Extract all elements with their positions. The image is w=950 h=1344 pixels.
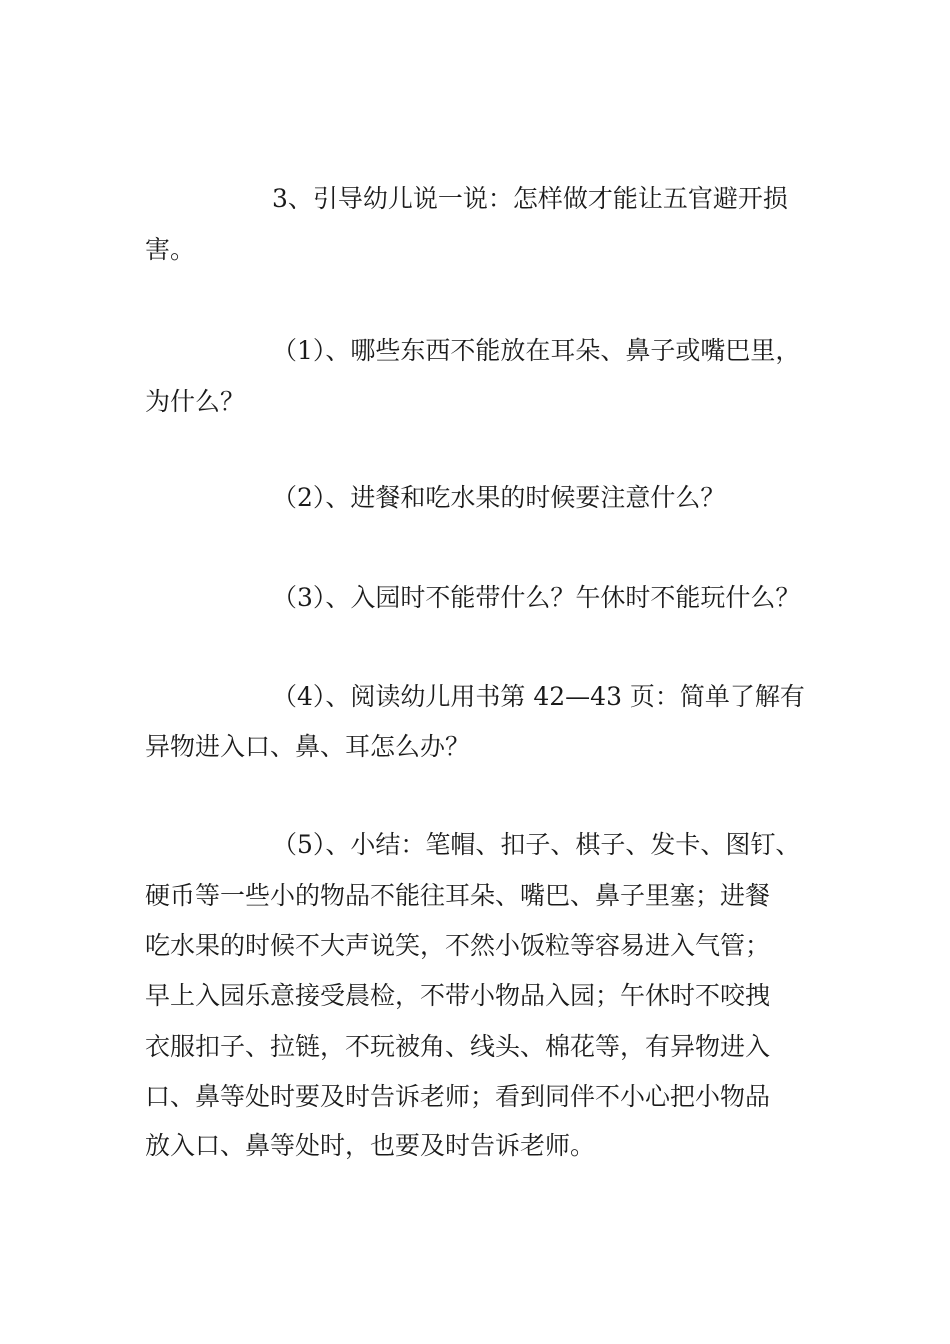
paragraph-1-line-2: 害。 [145,235,196,264]
paragraph-4-line-1: （3）、入园时不能带什么？午休时不能玩什么？ [272,583,801,612]
paragraph-1-line-1: 3、引导幼儿说一说：怎样做才能让五官避开损 [272,184,788,213]
paragraph-6-line-5: 衣服扣子、拉链，不玩被角、线头、棉花等，有异物进入 [145,1032,771,1061]
paragraph-6-line-7: 放入口、鼻等处时，也要及时告诉老师。 [145,1131,596,1160]
paragraph-5-line-1: （4）、阅读幼儿用书第 42—43 页：简单了解有 [272,682,805,711]
paragraph-2-line-1: （1）、哪些东西不能放在耳朵、鼻子或嘴巴里， [272,336,801,365]
paragraph-3-line-1: （2）、进餐和吃水果的时候要注意什么？ [272,483,726,512]
paragraph-6-line-6: 口、鼻等处时要及时告诉老师；看到同伴不小心把小物品 [145,1082,771,1111]
paragraph-6-line-2: 硬币等一些小的物品不能往耳朵、嘴巴、鼻子里塞；进餐 [145,881,771,910]
paragraph-6-line-3: 吃水果的时候不大声说笑，不然小饭粒等容易进入气管； [145,931,771,960]
paragraph-2-line-2: 为什么？ [145,387,246,416]
paragraph-5-line-2: 异物进入口、鼻、耳怎么办？ [145,732,471,761]
paragraph-6-line-4: 早上入园乐意接受晨检，不带小物品入园；午休时不咬拽 [145,981,771,1010]
paragraph-6-line-1: （5）、小结：笔帽、扣子、棋子、发卡、图钉、 [272,830,801,859]
